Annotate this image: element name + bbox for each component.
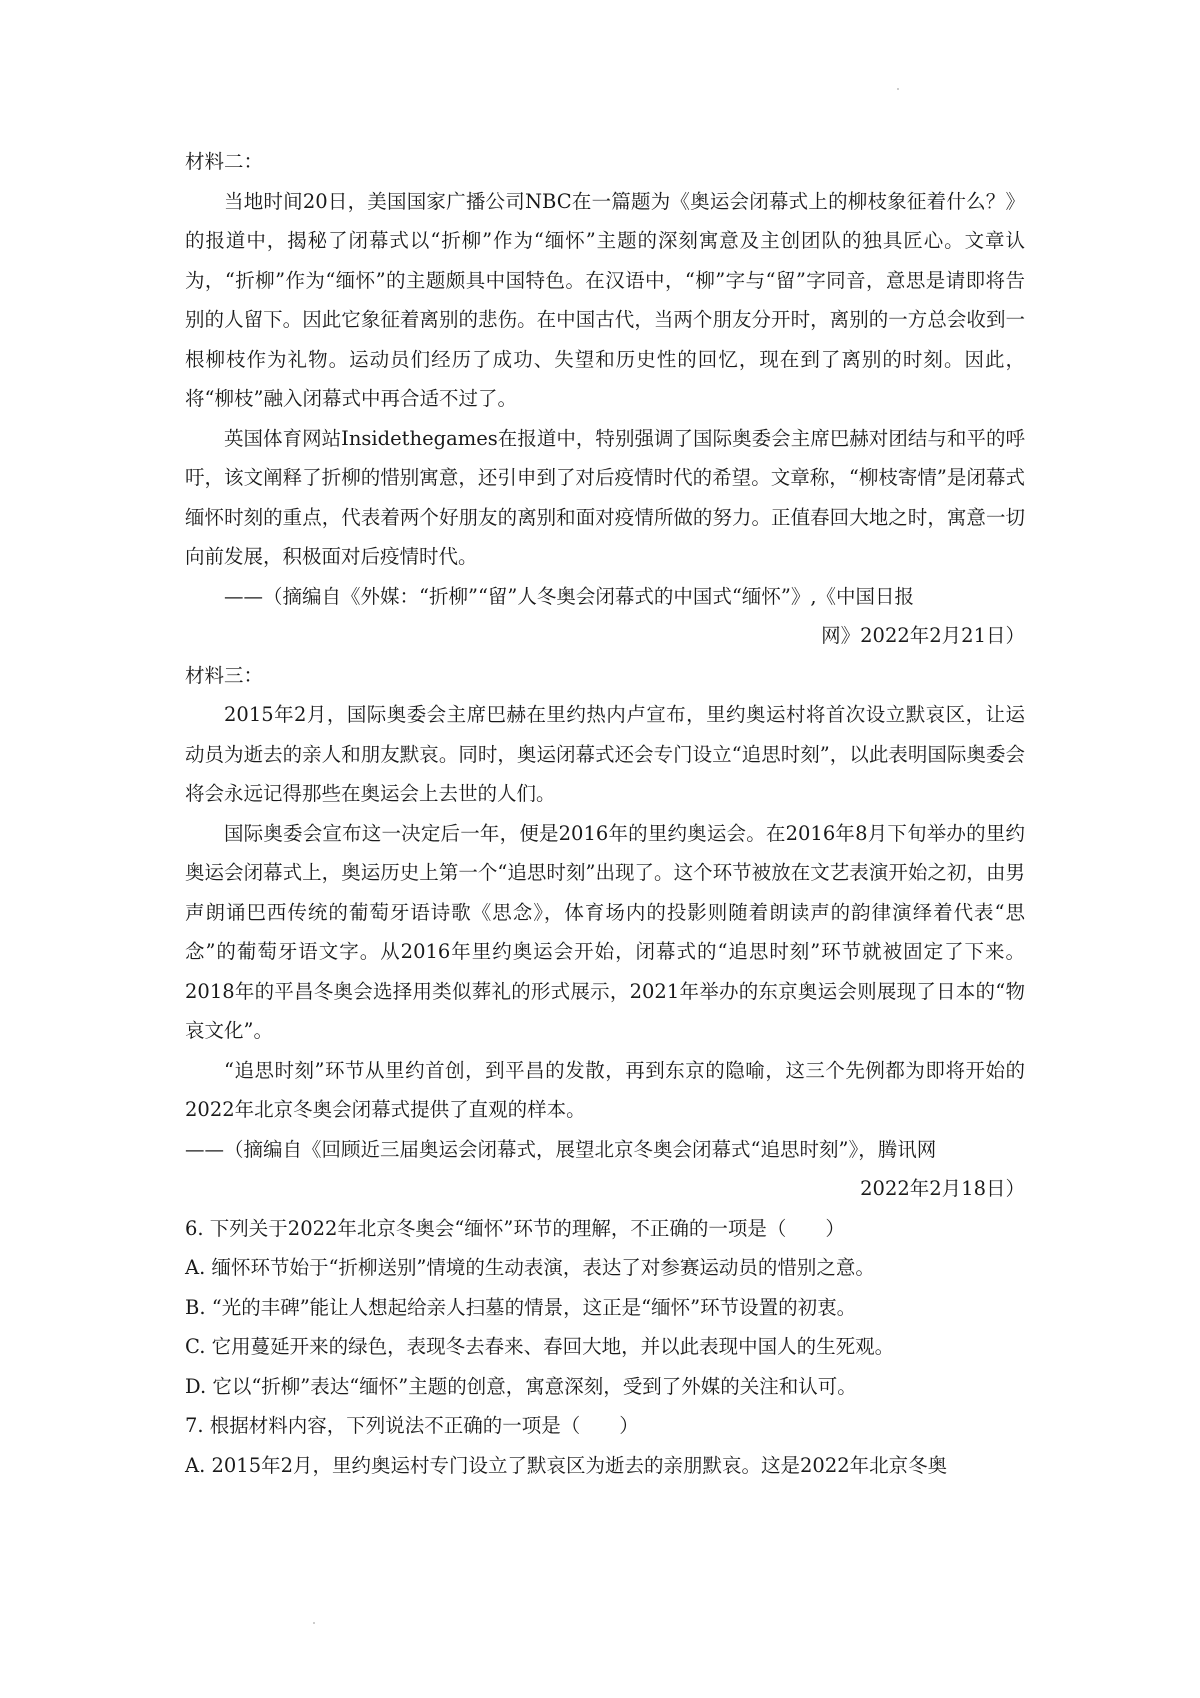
question-7-stem: 7. 根据材料内容，下列说法不正确的一项是（ ） (185, 1414, 639, 1437)
material-two-heading: 材料二： (185, 150, 264, 173)
material-three-paragraph-3: “追思时刻”环节从里约首创，到平昌的发散，再到东京的隐喻，这三个先例都为即将开始的2022年北京冬奥会闭幕式提供了直观的样本。 (185, 1058, 1025, 1121)
material-three-source-date: 2022年2月18日） (860, 1177, 1025, 1200)
material-three-source: ——（摘编自《回顾近三届奥运会闭幕式，展望北京冬奥会闭幕式“追思时刻”》，腾讯网 (185, 1137, 937, 1161)
question-6-stem: 6. 下列关于2022年北京冬奥会“缅怀”环节的理解，不正确的一项是（ ） (185, 1216, 845, 1240)
question-6-option-c: C. 它用蔓延开来的绿色，表现冬去春来、春回大地，并以此表现中国人的生死观。 (185, 1335, 895, 1358)
question-6-option-b: B. “光的丰碑”能让人想起给亲人扫墓的情景，这正是“缅怀”环节设置的初衷。 (185, 1295, 857, 1319)
scan-speck (897, 88, 899, 90)
material-three-paragraph-1: 2015年2月，国际奥委会主席巴赫在里约热内卢宣布，里约奥运村将首次设立默哀区，让运动员为逝去的亲人和朋友默哀。同时，奥运闭幕式还会专门设立“追思时刻”，以此表明国际奥委会将会永远记得那些在奥运会上去世的人们。 (185, 703, 1025, 805)
material-two (185, 142, 1025, 656)
question-6 (185, 1209, 1025, 1407)
scan-speck (313, 1622, 315, 1624)
question-6-option-d: D. 它以“折柳”表达“缅怀”主题的创意，寓意深刻，受到了外媒的关注和认可。 (185, 1374, 857, 1398)
material-three-heading: 材料三： (185, 663, 264, 687)
document-body (185, 142, 1025, 1485)
material-two-source: ——（摘编自《外媒：“折柳”“留”人冬奥会闭幕式的中国式“缅怀”》,《中国日报 (224, 584, 915, 608)
material-three (185, 656, 1025, 1209)
question-7-option-a: A. 2015年2月，里约奥运村专门设立了默哀区为逝去的亲朋默哀。这是2022年北京冬奥 (185, 1453, 948, 1477)
material-two-paragraph-2: 英国体育网站Insidethegames在报道中，特别强调了国际奥委会主席巴赫对团结与和平的呼吁，该文阐释了折柳的惜别寓意，还引申到了对后疫情时代的希望。文章称，“柳枝寄情”是闭幕式缅怀时刻的重点，代表着两个好朋友的离别和面对疫情所做的努力。正值春回大地之时，寓意一切向前发展，积极面对后疫情时代。 (185, 426, 1025, 568)
question-7 (185, 1406, 1025, 1485)
material-two-source-date: 网》2022年2月21日） (821, 624, 1025, 647)
material-two-paragraph-1: 当地时间20日，美国国家广播公司NBC在一篇题为《奥运会闭幕式上的柳枝象征着什么？》的报道中，揭秘了闭幕式以“折柳”作为“缅怀”主题的深刻寓意及主创团队的独具匠心。文章认为，“折柳”作为“缅怀”的主题颇具中国特色。在汉语中，“柳”字与“留”字同音，意思是请即将告别的人留下。因此它象征着离别的悲伤。在中国古代，当两个朋友分开时，离别的一方总会收到一根柳枝作为礼物。运动员们经历了成功、失望和历史性的回忆，现在到了离别的时刻。因此，将“柳枝”融入闭幕式中再合适不过了。 (185, 189, 1025, 410)
question-6-option-a: A. 缅怀环节始于“折柳送别”情境的生动表演，表达了对参赛运动员的惜别之意。 (185, 1256, 875, 1279)
material-three-paragraph-2: 国际奥委会宣布这一决定后一年，便是2016年的里约奥运会。在2016年8月下旬举办的里约奥运会闭幕式上，奥运历史上第一个“追思时刻”出现了。这个环节被放在文艺表演开始之初，由男声朗诵巴西传统的葡萄牙语诗歌《思念》，体育场内的投影则随着朗读声的韵律演绎着代表“思念”的葡萄牙语文字。从2016年里约奥运会开始，闭幕式的“追思时刻”环节就被固定了下来。2018年的平昌冬奥会选择用类似葬礼的形式展示，2021年举办的东京奥运会则展现了日本的“物哀文化”。 (185, 821, 1025, 1042)
